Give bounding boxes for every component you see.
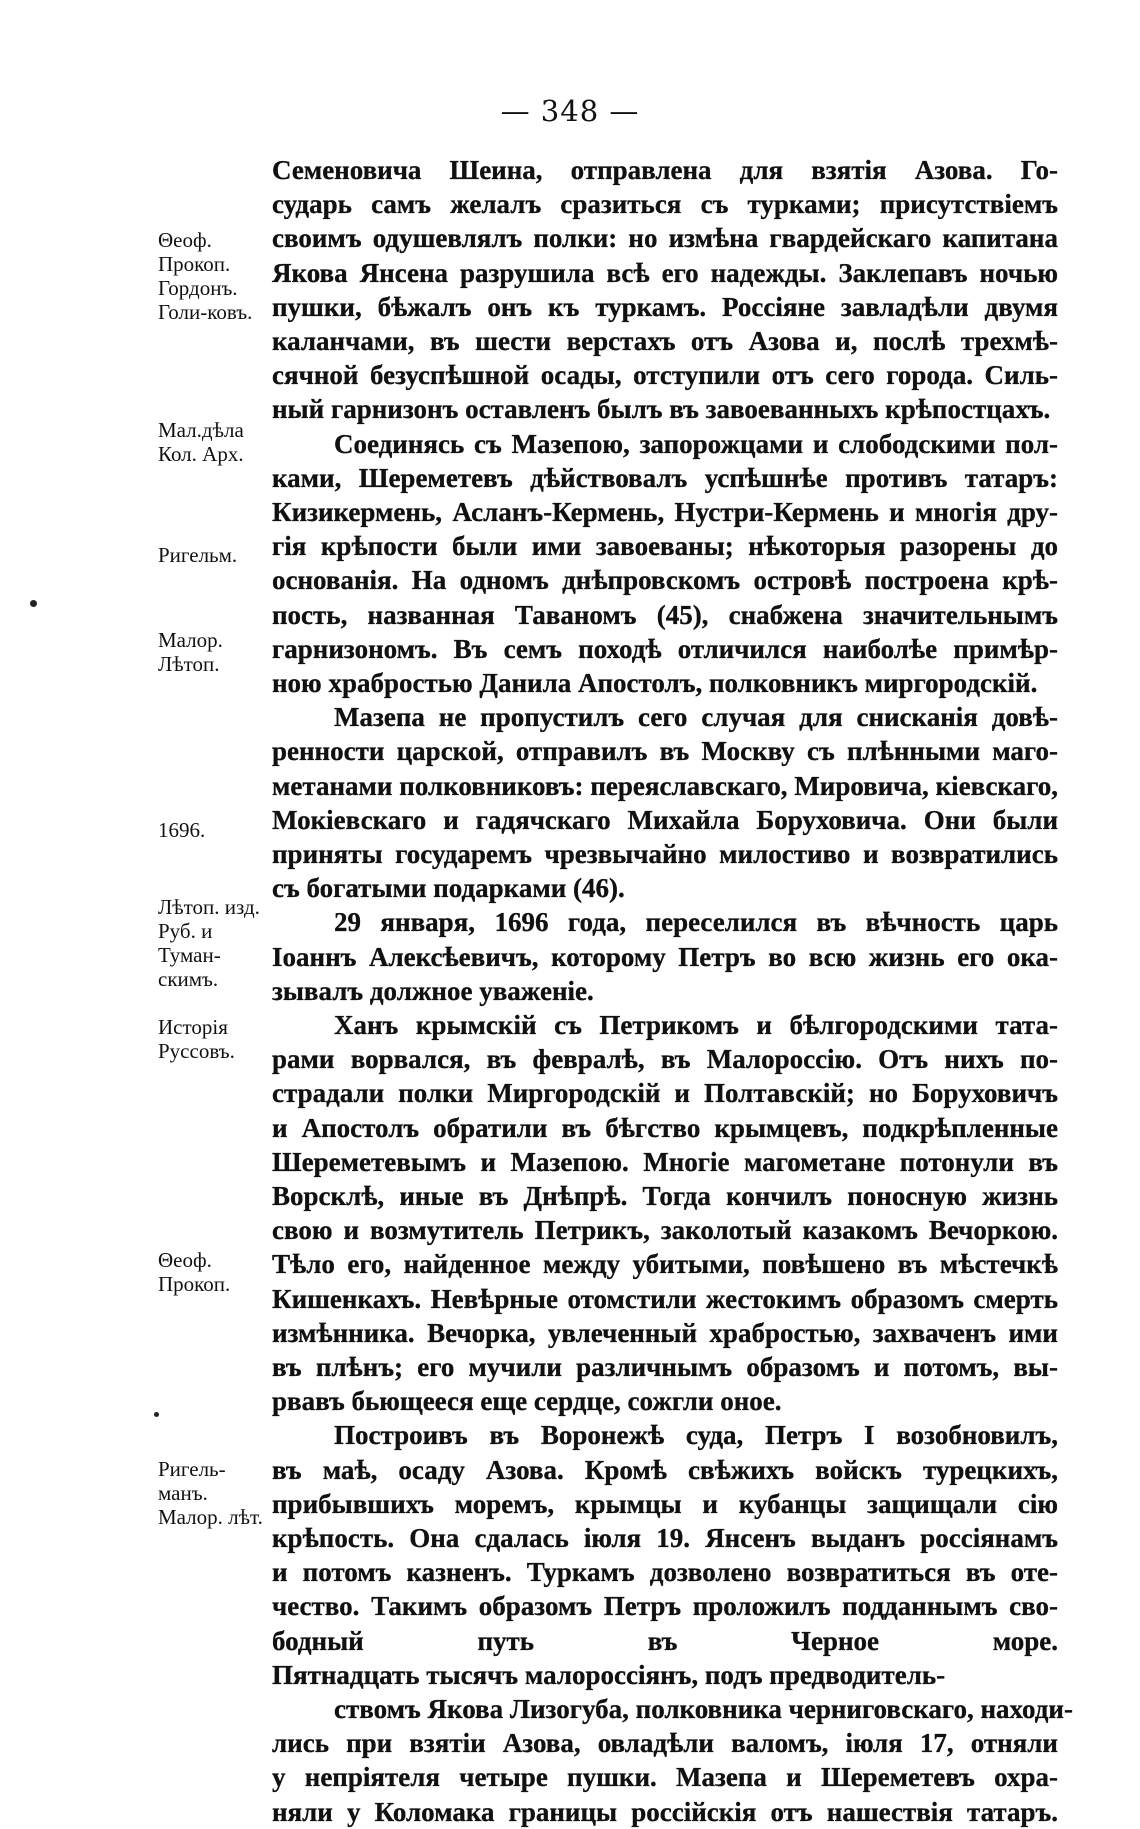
text-line: Тѣло его, найденное между убитыми, повѣшено въ мѣстечкѣ: [272, 1249, 1058, 1280]
text-line: свою и возмутитель Петрикъ, заколотый казакомъ Вечоркою.: [272, 1215, 1058, 1246]
text-line: Мокіевскаго и гадячскаго Михайла Боруховича. Они были: [272, 804, 1058, 835]
margin-note: Малор. Лѣтоп.: [158, 628, 223, 676]
text-line: Ворсклѣ, иные въ Днѣпрѣ. Тогда кончилъ поносную жизнь: [272, 1181, 1058, 1211]
text-line: Пятнадцать тысячъ малороссіянъ, подъ предводитель-: [272, 1659, 946, 1690]
text-line: Іоаннъ Алексѣевичъ, которому Петръ во всю жизнь его ока-: [272, 941, 1058, 972]
text-line: измѣнника. Вечорка, увлеченный храбростью, захваченъ ими: [272, 1317, 1058, 1348]
text-line: Шереметевымъ и Мазепою. Многіе магометане потонули въ: [272, 1146, 1058, 1177]
margin-note: Ригельм.: [158, 543, 238, 567]
text-line: гія крѣпости были ими завоеваны; нѣкоторыя разорены до: [272, 531, 1058, 562]
text-line: сячной безуспѣшной осады, отступили отъ сего города. Силь-: [272, 360, 1058, 391]
text-line: и потомъ казненъ. Туркамъ дозволено возвратиться въ оте-: [272, 1557, 1058, 1588]
text-line: основанія. На одномъ днѣпровскомъ островѣ построена крѣ-: [272, 565, 1058, 596]
margin-note: Мал.дѣла Кол. Арх.: [158, 418, 244, 466]
text-line: въ плѣнъ; его мучили различнымъ образомъ и потомъ, вы-: [272, 1352, 1058, 1382]
text-line: чество. Такимъ образомъ Петръ проложилъ подданнымъ сво-: [272, 1591, 1058, 1622]
text-line: каланчами, въ шести верстахъ отъ Азова и, послѣ трехмѣ-: [272, 326, 1058, 356]
text-line: съ богатыми подарками (46).: [272, 873, 625, 904]
text-line: Соединясь съ Мазепою, запорожцами и слободскими пол-: [334, 428, 1058, 459]
text-line: сударь самъ желалъ сразиться съ турками; присутствіемъ: [272, 189, 1058, 220]
text-line: бодный путь въ Черное море.: [272, 1625, 1058, 1656]
margin-note: Θеоф. Прокоп. Гордонъ. Голи-ковъ.: [158, 228, 253, 324]
text-line: Мазепа не пропустилъ сего случая для снисканія довѣ-: [334, 702, 1058, 733]
margin-note: 1696.: [158, 818, 206, 842]
text-line: у непріятеля четыре пушки. Мазепа и Шереметевъ охра-: [272, 1762, 1058, 1793]
text-line: метанами полковниковъ: переяславскаго, Мировича, кіевскаго,: [272, 770, 1058, 801]
page-number: — 348 —: [500, 94, 640, 128]
text-line: Кизикермень, Асланъ-Кермень, Нустри-Кермень и многія дру-: [272, 497, 1058, 527]
margin-note: Лѣтоп. изд. Руб. и Туман-скимъ.: [158, 895, 260, 991]
text-line: и Апостолъ обратили въ бѣгство крымцевъ, подкрѣпленные: [272, 1112, 1058, 1143]
text-line: ный гарнизонъ оставленъ былъ въ завоеванныхъ крѣпостцахъ.: [272, 394, 1051, 425]
text-line: лись при взятіи Азова, овладѣли валомъ, іюля 17, отняли: [272, 1728, 1058, 1759]
text-line: страдали полки Миргородскій и Полтавскій; но Боруховичъ: [272, 1078, 1058, 1109]
scan-speck: [154, 1412, 159, 1417]
text-line: крѣпость. Она сдалась іюля 19. Янсенъ выданъ россіянамъ: [272, 1523, 1058, 1553]
text-line: пушки, бѣжалъ онъ къ туркамъ. Россіяне завладѣли двумя: [272, 291, 1058, 322]
margin-note: Исторія Руссовъ.: [158, 1015, 235, 1063]
text-line: Ханъ крымскій съ Петрикомъ и бѣлгородскими тата-: [334, 1010, 1058, 1040]
margin-note: Θеоф. Прокоп.: [158, 1248, 231, 1296]
text-line: приняты государемъ чрезвычайно милостиво и возвратились: [272, 839, 1058, 869]
scan-speck: [30, 600, 37, 607]
text-line: въ маѣ, осаду Азова. Кромѣ свѣжихъ войскъ турецкихъ,: [272, 1454, 1058, 1485]
text-line: ками, Шереметевъ дѣйствовалъ успѣшнѣе противъ татаръ:: [272, 462, 1058, 493]
text-line: няли у Коломака границы россійскія отъ нашествія татаръ.: [272, 1796, 1058, 1827]
text-line: ренности царской, отправилъ въ Москву съ плѣнными маго-: [272, 736, 1058, 767]
text-line: рами ворвался, въ февралѣ, въ Малороссію. Отъ нихъ по-: [272, 1044, 1058, 1075]
text-line: гарнизономъ. Въ семъ походѣ отличился наиболѣе примѣр-: [272, 633, 1058, 664]
text-line: рвавъ бьющееся еще сердце, сожгли оное.: [272, 1386, 782, 1417]
text-line: 29 января, 1696 года, переселился въ вѣчность царь: [334, 907, 1058, 938]
text-line: Семеновича Шеина, отправлена для взятія Азова. Го-: [272, 155, 1058, 185]
text-line: Якова Янсена разрушила всѣ его надежды. Заклепавъ ночью: [272, 257, 1058, 288]
text-line: своимъ одушевлялъ полки: но измѣна гвардейскаго капитана: [272, 223, 1058, 254]
text-line: прибывшихъ моремъ, крымцы и кубанцы защищали сію: [272, 1488, 1058, 1519]
text-line: ствомъ Якова Лизогуба, полковника черниговскаго, находи-: [334, 1694, 1073, 1724]
text-line: Кишенкахъ. Невѣрные отомстили жестокимъ образомъ смерть: [272, 1283, 1058, 1314]
text-line: ною храбростью Данила Апостолъ, полковникъ миргородскій.: [272, 668, 1038, 698]
margin-note: Ригель-манъ. Малор. лѣт.: [158, 1457, 263, 1529]
text-line: зывалъ должное уваженіе.: [272, 975, 594, 1006]
text-line: пость, названная Таваномъ (45), снабжена значительнымъ: [272, 599, 1058, 630]
text-line: Построивъ въ Воронежѣ суда, Петръ I возобновилъ,: [334, 1420, 1058, 1451]
